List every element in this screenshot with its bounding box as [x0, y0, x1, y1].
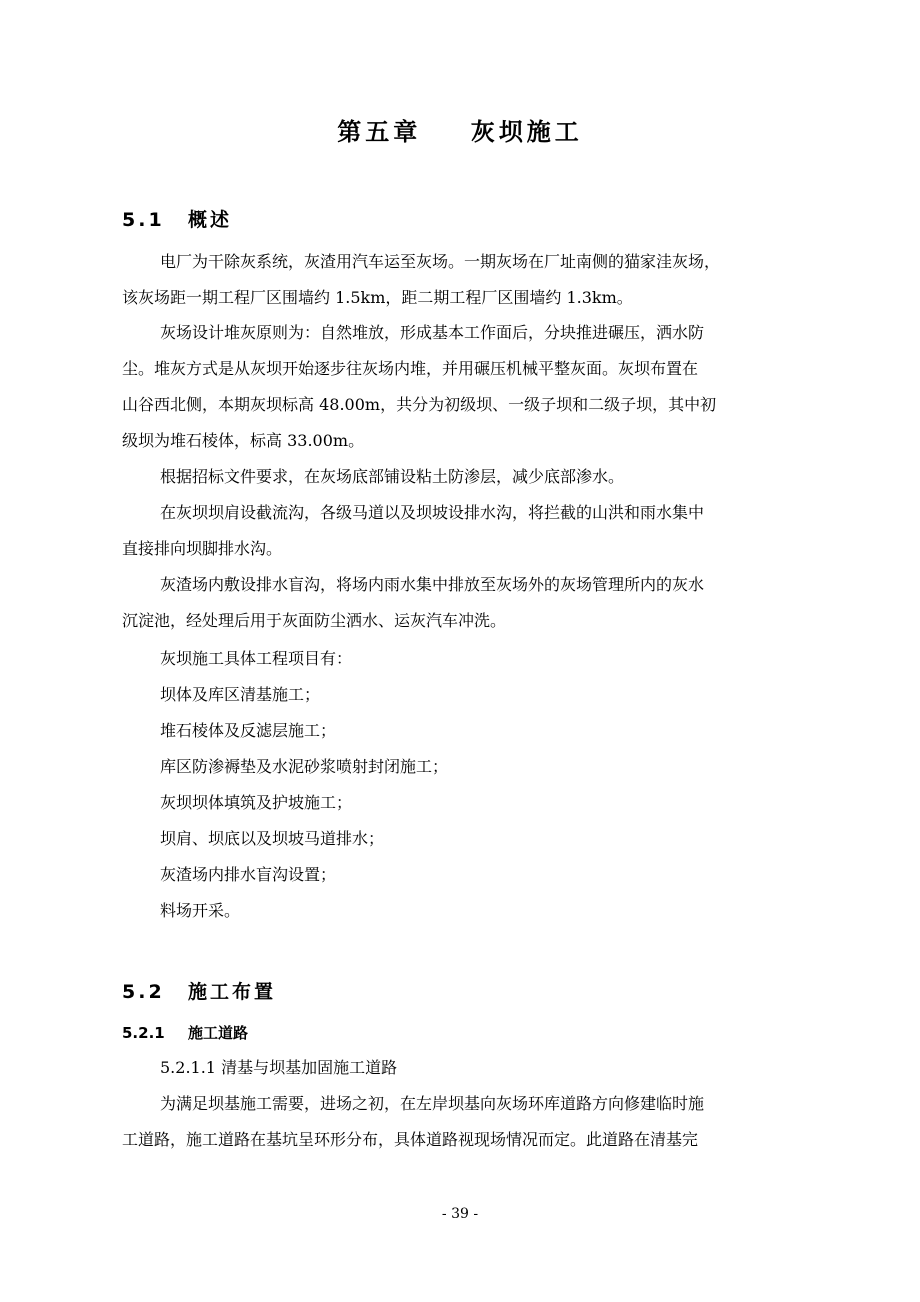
paragraph-line: 直接排向坝脚排水沟。 [122, 539, 283, 558]
paragraph-line: 灰渣场内敷设排水盲沟，将场内雨水集中排放至灰场外的灰场管理所内的灰水 [160, 575, 705, 594]
section-title: 施工布置 [188, 981, 277, 1003]
paragraph-line: 级坝为堆石棱体，标高 33.00m。 [122, 431, 365, 450]
chapter-title: 第五章 灰坝施工 [337, 118, 583, 146]
list-item: 料场开采。 [160, 901, 241, 920]
paragraph-line: 尘。堆灰方式是从灰坝开始逐步往灰场内堆，并用碾压机械平整灰面。灰坝布置在 [122, 359, 699, 378]
paragraph-line: 沉淀池，经处理后用于灰面防尘洒水、运灰汽车冲洗。 [122, 611, 507, 630]
section-heading-5-2 [122, 977, 276, 1007]
paragraph-line: 灰场设计堆灰原则为：自然堆放，形成基本工作面后，分块推进碾压，洒水防 [160, 323, 705, 342]
paragraph-line: 根据招标文件要求，在灰场底部铺设粘土防渗层，减少底部渗水。 [160, 467, 625, 486]
subsection-heading-5-2-1 [122, 1020, 248, 1046]
section-title: 概述 [188, 209, 233, 231]
list-item: 灰坝坝体填筑及护坡施工； [160, 793, 353, 812]
list-item: 坝肩、坝底以及坝坡马道排水； [160, 829, 385, 848]
section-heading-5-1 [122, 205, 232, 235]
paragraph-line: 电厂为干除灰系统，灰渣用汽车运至灰场。一期灰场在厂址南侧的猫家洼灰场， [160, 252, 721, 271]
list-item: 坝体及库区清基施工； [160, 685, 321, 704]
subsection-number: 5.2.1 [122, 1024, 165, 1042]
section-number: 5.2 [122, 981, 165, 1003]
paragraph-line: 该灰场距一期工程厂区围墙约 1.5km，距二期工程厂区围墙约 1.3km。 [122, 288, 633, 307]
paragraph-line: 在灰坝坝肩设截流沟，各级马道以及坝坡设排水沟，将拦截的山洪和雨水集中 [160, 503, 705, 522]
list-item: 灰渣场内排水盲沟设置； [160, 865, 337, 884]
sub-subsection-heading: 5.2.1.1 清基与坝基加固施工道路 [160, 1058, 398, 1077]
page-number: - 39 - [441, 1206, 479, 1222]
list-item: 堆石棱体及反滤层施工； [160, 721, 337, 740]
paragraph-line: 工道路，施工道路在基坑呈环形分布，具体道路视现场情况而定。此道路在清基完 [122, 1130, 699, 1149]
subsection-title: 施工道路 [188, 1024, 249, 1042]
paragraph-line: 山谷西北侧，本期灰坝标高 48.00m，共分为初级坝、一级子坝和二级子坝，其中初 [122, 395, 717, 414]
list-item: 库区防渗褥垫及水泥砂浆喷射封闭施工； [160, 757, 449, 776]
paragraph-line: 为满足坝基施工需要，进场之初，在左岸坝基向灰场环库道路方向修建临时施 [160, 1094, 705, 1113]
section-number: 5.1 [122, 209, 165, 231]
paragraph-line: 灰坝施工具体工程项目有： [160, 649, 353, 668]
